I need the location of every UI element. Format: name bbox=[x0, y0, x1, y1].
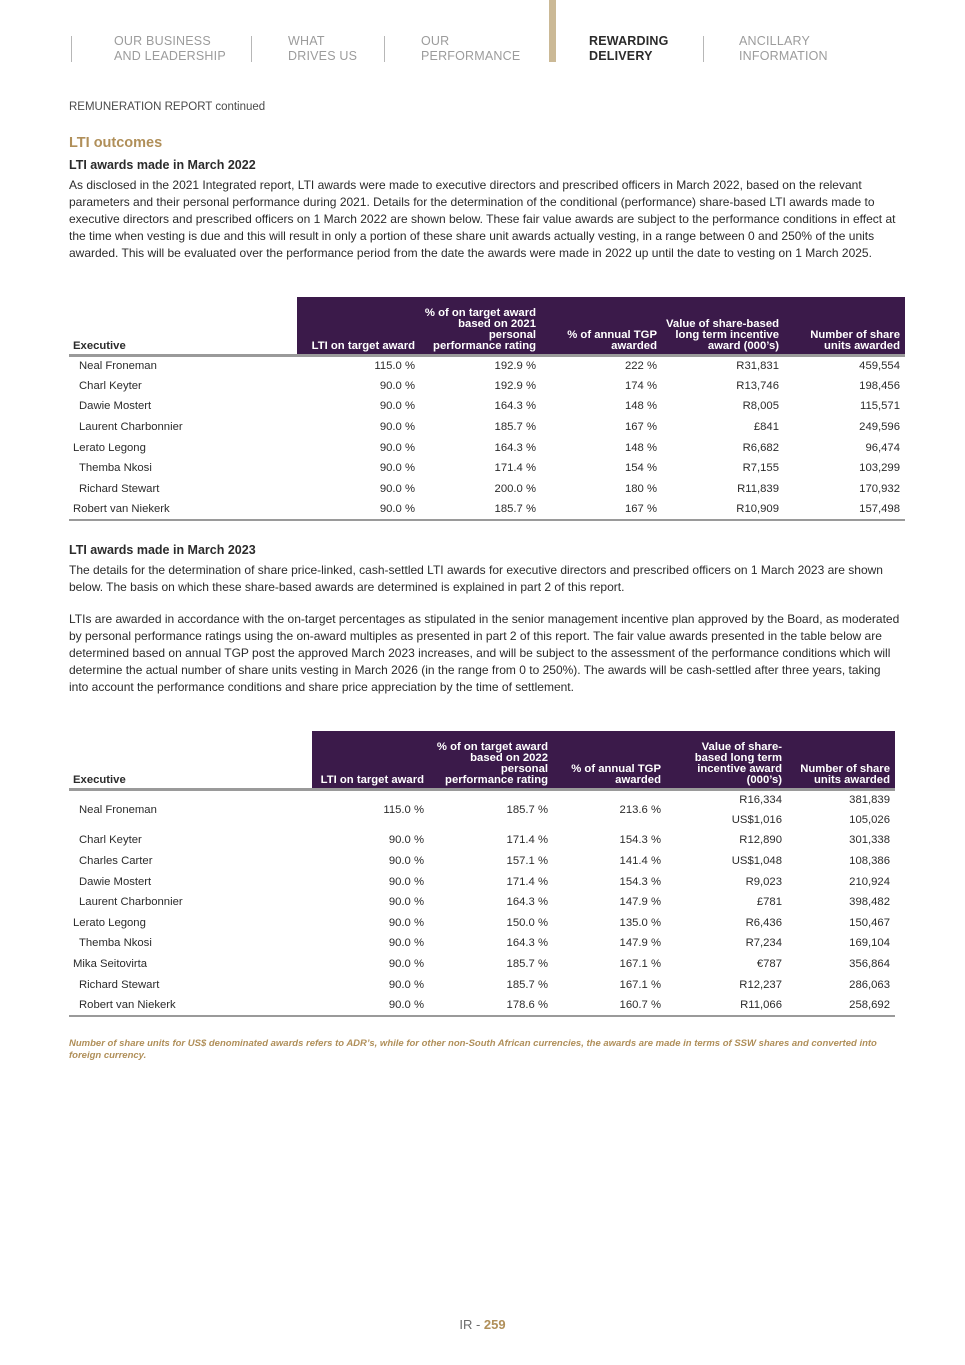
table-row bbox=[69, 933, 895, 954]
rating: 192.9 % bbox=[494, 379, 536, 392]
nav-item-what-drives-us[interactable] bbox=[288, 34, 357, 64]
award-value: R6,682 bbox=[742, 441, 779, 454]
tgp-awarded: 167.1 % bbox=[619, 958, 661, 971]
units-awarded: 210,924 bbox=[849, 875, 890, 888]
report-eyebrow: REMUNERATION REPORT continued bbox=[69, 101, 266, 113]
nav-item-rewarding-delivery[interactable] bbox=[589, 34, 669, 64]
executive-name: Neal Froneman bbox=[79, 804, 157, 817]
award-value: R16,334 bbox=[739, 794, 782, 807]
table-row bbox=[69, 499, 905, 520]
tgp-awarded: 160.7 % bbox=[619, 998, 661, 1011]
executive-name: Dawie Mostert bbox=[79, 400, 152, 413]
section-navigation bbox=[0, 0, 965, 70]
units-awarded: 249,596 bbox=[859, 421, 900, 434]
award-value: US$1,016 bbox=[731, 813, 782, 826]
executive-name: Neal Froneman bbox=[79, 360, 157, 373]
footnote: Number of share units for US$ denominated awards refers to ADR’s, while for other non-South African currencies, the awards are made in terms of SSW shares and converted into foreign currency. bbox=[69, 1038, 877, 1061]
lti-on-target: 90.0 % bbox=[388, 978, 424, 991]
units-awarded: 398,482 bbox=[849, 896, 890, 909]
rating: 164.3 % bbox=[506, 896, 548, 909]
table-row bbox=[69, 376, 905, 397]
nav-item-ancillary-information[interactable] bbox=[739, 34, 828, 64]
tgp-awarded: 148 % bbox=[624, 441, 657, 454]
nav-item-label-line1: WHAT bbox=[288, 34, 325, 48]
paragraph-2023-intro: The details for the determination of share price-linked, cash-settled LTI awards for executive directors and prescribed officers on 1 March 2023 are shown below. The basis on which these share-based awards are determined is explained in part 2 of this report. bbox=[69, 563, 883, 594]
lti-on-target: 90.0 % bbox=[388, 855, 424, 868]
units-awarded: 258,692 bbox=[849, 998, 890, 1011]
tgp-awarded: 174 % bbox=[624, 379, 657, 392]
rating: 171.4 % bbox=[506, 834, 548, 847]
page-number bbox=[0, 1317, 965, 1332]
table-row bbox=[69, 437, 905, 458]
nav-divider bbox=[703, 36, 704, 62]
lti-on-target: 90.0 % bbox=[379, 502, 415, 515]
award-value: R7,155 bbox=[742, 462, 779, 475]
award-value: US$1,048 bbox=[731, 855, 782, 868]
column-header-rating: % of on target award based on 2021 personal performance rating bbox=[420, 297, 541, 355]
award-value: R6,436 bbox=[745, 916, 782, 929]
nav-item-our-business[interactable] bbox=[114, 34, 226, 64]
tgp-awarded: 154.3 % bbox=[619, 834, 661, 847]
executive-name: Richard Stewart bbox=[79, 978, 160, 991]
rating: 185.7 % bbox=[494, 502, 536, 515]
units-awarded: 150,467 bbox=[849, 916, 890, 929]
rating: 164.3 % bbox=[494, 441, 536, 454]
executive-name: Richard Stewart bbox=[79, 482, 160, 495]
rating: 185.7 % bbox=[506, 958, 548, 971]
units-awarded: 381,839 bbox=[849, 794, 890, 807]
tgp-awarded: 147.9 % bbox=[619, 896, 661, 909]
table-header-row bbox=[69, 731, 895, 789]
nav-divider bbox=[384, 36, 385, 62]
rating: 192.9 % bbox=[494, 360, 536, 373]
executive-name: Mika Seitovirta bbox=[73, 958, 148, 971]
lti-on-target: 90.0 % bbox=[379, 400, 415, 413]
lti-on-target: 90.0 % bbox=[388, 834, 424, 847]
table-header-row bbox=[69, 297, 905, 355]
executive-name: Themba Nkosi bbox=[79, 462, 152, 475]
nav-item-label-line2: AND LEADERSHIP bbox=[114, 49, 226, 63]
units-awarded: 286,063 bbox=[849, 978, 890, 991]
units-awarded: 459,554 bbox=[859, 360, 900, 373]
lti-on-target: 90.0 % bbox=[388, 875, 424, 888]
page-prefix: IR - bbox=[459, 1317, 484, 1332]
rating: 157.1 % bbox=[506, 855, 548, 868]
column-header-lti-on-target: LTI on target award bbox=[297, 297, 420, 355]
table-row bbox=[69, 892, 895, 913]
rating: 185.7 % bbox=[494, 421, 536, 434]
units-awarded: 170,932 bbox=[859, 482, 900, 495]
nav-item-our-performance[interactable] bbox=[421, 34, 520, 64]
tgp-awarded: 154 % bbox=[624, 462, 657, 475]
nav-divider bbox=[71, 36, 72, 62]
rating: 171.4 % bbox=[494, 462, 536, 475]
table-row bbox=[69, 954, 895, 975]
table-row bbox=[69, 974, 895, 995]
executive-name: Charles Carter bbox=[79, 855, 153, 868]
tgp-awarded: 222 % bbox=[624, 360, 657, 373]
lti-on-target: 90.0 % bbox=[388, 998, 424, 1011]
tgp-awarded: 141.4 % bbox=[619, 855, 661, 868]
tgp-awarded: 147.9 % bbox=[619, 937, 661, 950]
lti-on-target: 90.0 % bbox=[388, 937, 424, 950]
executive-name: Lerato Legong bbox=[73, 441, 146, 454]
column-header-value: Value of share-based long term incentive award (000’s) bbox=[662, 297, 784, 355]
column-header-executive: Executive bbox=[69, 731, 312, 789]
units-awarded: 108,386 bbox=[849, 855, 890, 868]
units-awarded: 105,026 bbox=[849, 813, 890, 826]
table-row bbox=[69, 913, 895, 934]
executive-name: Laurent Charbonnier bbox=[79, 896, 183, 909]
tgp-awarded: 135.0 % bbox=[619, 916, 661, 929]
lti-on-target: 90.0 % bbox=[388, 958, 424, 971]
nav-active-indicator bbox=[549, 0, 556, 62]
units-awarded: 301,338 bbox=[849, 834, 890, 847]
rating: 150.0 % bbox=[506, 916, 548, 929]
tgp-awarded: 167 % bbox=[624, 421, 657, 434]
nav-item-label-line2: INFORMATION bbox=[739, 49, 828, 63]
award-value: R12,890 bbox=[739, 834, 782, 847]
award-value: R13,746 bbox=[736, 379, 779, 392]
award-value: R12,237 bbox=[739, 978, 782, 991]
award-value: £781 bbox=[756, 896, 782, 909]
lti-on-target: 90.0 % bbox=[388, 896, 424, 909]
lti-on-target: 90.0 % bbox=[379, 441, 415, 454]
award-value: R11,066 bbox=[740, 998, 782, 1011]
table-row bbox=[69, 396, 905, 417]
table-row bbox=[69, 417, 905, 438]
table-row bbox=[69, 871, 895, 892]
units-awarded: 356,864 bbox=[849, 958, 890, 971]
rating: 178.6 % bbox=[506, 998, 548, 1011]
tgp-awarded: 180 % bbox=[624, 482, 657, 495]
award-value: R9,023 bbox=[745, 875, 782, 888]
nav-item-label-line1: OUR bbox=[421, 34, 450, 48]
paragraph-2023-details: LTIs are awarded in accordance with the on-target percentages as stipulated in the senior management incentive plan approved by the Board, as moderated by personal performance ratings using the on-award multiples as presented in part 2 of this report. The fair value awards presented in the table below are determined based on annual TGP post the approved March 2023 increases, and will be subject to the assessment of the performance conditions which will determine the actual number of share units vesting in March 2026 (in the range from 0 to 250%). The awards will be cash-settled after three years, taking into account the performance conditions and share price appreciation by the time of settlement. bbox=[69, 612, 900, 694]
award-value: R11,839 bbox=[737, 482, 779, 495]
rating: 200.0 % bbox=[494, 482, 536, 495]
rating: 171.4 % bbox=[506, 875, 548, 888]
executive-name: Robert van Niekerk bbox=[73, 502, 170, 515]
award-value: R7,234 bbox=[745, 937, 782, 950]
units-awarded: 96,474 bbox=[865, 441, 900, 454]
page-number-value: 259 bbox=[483, 1317, 506, 1332]
table-row bbox=[69, 789, 895, 810]
table-row bbox=[69, 995, 895, 1016]
award-value: €787 bbox=[756, 958, 782, 971]
executive-name: Lerato Legong bbox=[73, 916, 146, 929]
executive-name: Themba Nkosi bbox=[79, 937, 152, 950]
tgp-awarded: 154.3 % bbox=[619, 875, 661, 888]
lti-on-target: 90.0 % bbox=[379, 482, 415, 495]
tgp-awarded: 167.1 % bbox=[619, 978, 661, 991]
tgp-awarded: 213.6 % bbox=[619, 804, 661, 817]
units-awarded: 103,299 bbox=[859, 462, 900, 475]
table-row bbox=[69, 355, 905, 376]
column-header-executive: Executive bbox=[69, 297, 297, 355]
tgp-awarded: 148 % bbox=[624, 400, 657, 413]
subsection-title-2022: LTI awards made in March 2022 bbox=[69, 158, 256, 172]
tgp-awarded: 167 % bbox=[624, 502, 657, 515]
table-row bbox=[69, 851, 895, 872]
nav-item-label-line2: PERFORMANCE bbox=[421, 49, 521, 63]
award-value: R31,831 bbox=[736, 360, 779, 373]
units-awarded: 157,498 bbox=[859, 502, 900, 515]
rating: 185.7 % bbox=[506, 804, 548, 817]
nav-item-label-line2: DELIVERY bbox=[589, 49, 653, 63]
column-header-lti-on-target: LTI on target award bbox=[312, 731, 429, 789]
award-value: R8,005 bbox=[742, 400, 779, 413]
table-row bbox=[69, 458, 905, 479]
units-awarded: 115,571 bbox=[860, 400, 900, 413]
rating: 185.7 % bbox=[506, 978, 548, 991]
units-awarded: 169,104 bbox=[849, 937, 890, 950]
lti-on-target: 90.0 % bbox=[379, 421, 415, 434]
nav-item-label-line1: REWARDING bbox=[589, 34, 669, 48]
column-header-units: Number of share units awarded bbox=[787, 731, 895, 789]
table-row bbox=[69, 830, 895, 851]
executive-name: Robert van Niekerk bbox=[79, 998, 176, 1011]
column-header-units: Number of share units awarded bbox=[784, 297, 905, 355]
column-header-value: Value of share-based long term incentive award (000’s) bbox=[666, 731, 787, 789]
column-header-tgp: % of annual TGP awarded bbox=[553, 731, 666, 789]
section-title: LTI outcomes bbox=[69, 135, 163, 151]
award-value: R10,909 bbox=[736, 502, 779, 515]
lti-2023-table bbox=[69, 731, 895, 1017]
lti-on-target: 115.0 % bbox=[374, 360, 415, 373]
units-awarded: 198,456 bbox=[859, 379, 900, 392]
lti-on-target: 90.0 % bbox=[379, 379, 415, 392]
column-header-tgp: % of annual TGP awarded bbox=[541, 297, 662, 355]
nav-divider bbox=[251, 36, 252, 62]
lti-2022-table bbox=[69, 297, 905, 521]
subsection-title-2023: LTI awards made in March 2023 bbox=[69, 543, 256, 557]
rating: 164.3 % bbox=[494, 400, 536, 413]
table-row bbox=[69, 479, 905, 500]
nav-item-label-line2: DRIVES US bbox=[288, 49, 358, 63]
column-header-rating: % of on target award based on 2022 personal performance rating bbox=[429, 731, 553, 789]
executive-name: Laurent Charbonnier bbox=[79, 421, 183, 434]
lti-on-target: 90.0 % bbox=[379, 462, 415, 475]
paragraph-2022: As disclosed in the 2021 Integrated report, LTI awards were made to executive directors and prescribed officers in March 2022, based on the relevant parameters and their personal performance during 2021. Details for the determination of the conditional (performance) share-based LTI awards made to executive directors and prescribed officers on 1 March 2022 are shown below. These fair value awards are subject to the performance conditions in effect at the time when vesting is due and this will result in only a portion of these share unit awards actually vesting, in a range between 0 and 250% of the units awarded. This will be evaluated over the performance period from the date the awards were made in 2022 up until the date to vesting on 1 March 2025. bbox=[69, 178, 896, 260]
executive-name: Charl Keyter bbox=[79, 834, 142, 847]
lti-on-target: 115.0 % bbox=[383, 804, 424, 817]
rating: 164.3 % bbox=[506, 937, 548, 950]
lti-on-target: 90.0 % bbox=[388, 916, 424, 929]
award-value: £841 bbox=[753, 421, 779, 434]
nav-item-label-line1: OUR BUSINESS bbox=[114, 34, 211, 48]
nav-item-label-line1: ANCILLARY bbox=[739, 34, 811, 48]
executive-name: Dawie Mostert bbox=[79, 875, 152, 888]
executive-name: Charl Keyter bbox=[79, 379, 142, 392]
